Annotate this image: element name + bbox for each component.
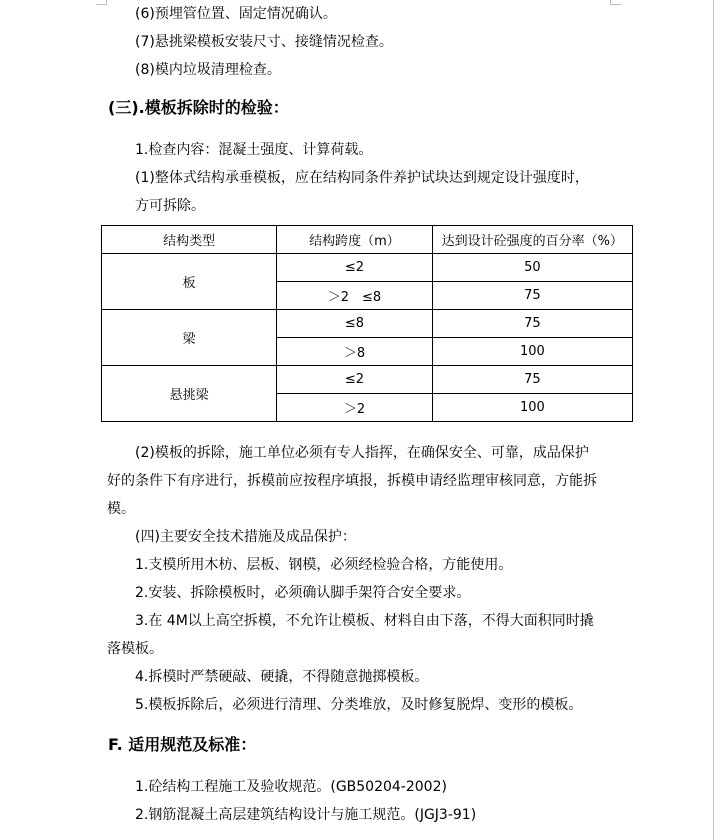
text-line: 好的条件下有序进行，拆模前应按程序填报，拆模申请经监理审核同意，方能拆 bbox=[107, 473, 597, 489]
percent-cell: 75 bbox=[432, 366, 632, 394]
text-line: 5.模板拆除后，必须进行清理、分类堆放，及时修复脱焊、变形的模板。 bbox=[135, 697, 583, 713]
percent-cell: 75 bbox=[432, 310, 632, 338]
percent-cell: 50 bbox=[432, 254, 632, 282]
text-line: 1.支模所用木枋、层板、钢模，必须经检验合格，方能使用。 bbox=[135, 557, 513, 573]
table-header: 结构跨度（m） bbox=[277, 226, 432, 254]
table-header: 结构类型 bbox=[102, 226, 277, 254]
text-line: 方可拆除。 bbox=[135, 198, 205, 214]
span-cell: ＞2 bbox=[277, 394, 432, 422]
table-header: 达到设计砼强度的百分率（%） bbox=[432, 226, 632, 254]
span-cell: ≤2 bbox=[277, 366, 432, 394]
subsection-heading: (四)主要安全技术措施及成品保护： bbox=[135, 529, 356, 545]
text-line: (8)模内垃圾清理检查。 bbox=[135, 62, 281, 78]
span-cell: ＞8 bbox=[277, 338, 432, 366]
text-line: (2)模板的拆除，施工单位必须有专人指挥，在确保安全、可靠，成品保护 bbox=[135, 445, 589, 461]
span-cell: ≤8 bbox=[277, 310, 432, 338]
percent-cell: 100 bbox=[432, 394, 632, 422]
table-row bbox=[102, 254, 633, 282]
section-heading: F. 适用规范及标准： bbox=[108, 735, 257, 754]
text-line: 2.安装、拆除模板时，必须确认脚手架符合安全要求。 bbox=[135, 585, 471, 601]
span-cell: ≤2 bbox=[277, 254, 432, 282]
text-line: 落模板。 bbox=[107, 641, 163, 657]
text-line: (1)整体式结构承垂模板，应在结构同条件养护试块达到规定设计强度时， bbox=[135, 170, 589, 186]
structure-type-cell: 梁 bbox=[102, 310, 277, 366]
percent-cell: 75 bbox=[432, 282, 632, 310]
strength-table bbox=[101, 225, 633, 422]
margin-corner-right bbox=[610, 0, 621, 5]
structure-type-cell: 板 bbox=[102, 254, 277, 310]
text-line: (6)预埋管位置、固定情况确认。 bbox=[135, 6, 337, 22]
table-row bbox=[102, 366, 633, 394]
structure-type-cell: 悬挑梁 bbox=[102, 366, 277, 422]
text-line: 模。 bbox=[107, 501, 135, 517]
text-line: (7)悬挑梁模板安装尺寸、接缝情况检查。 bbox=[135, 34, 393, 50]
text-line: 3.在 4M以上高空拆模，不允许让模板、材料自由下落，不得大面积同时撬 bbox=[135, 613, 594, 629]
text-line: 4.拆模时严禁硬敲、硬撬，不得随意抛掷模板。 bbox=[135, 669, 429, 685]
table-row bbox=[102, 310, 633, 338]
margin-corner-left bbox=[96, 0, 107, 5]
text-line: 1.检查内容：混凝土强度、计算荷载。 bbox=[135, 142, 373, 158]
section-heading: (三).模板拆除时的检验： bbox=[108, 98, 289, 117]
text-line: 2.钢筋混凝土高层建筑结构设计与施工规范。(JGJ3-91) bbox=[135, 807, 477, 823]
span-cell: ＞2 ≤8 bbox=[277, 282, 432, 310]
text-line: 1.砼结构工程施工及验收规范。(GB50204-2002) bbox=[135, 779, 447, 795]
page-edge bbox=[713, 0, 714, 840]
percent-cell: 100 bbox=[432, 338, 632, 366]
table-header-row bbox=[102, 226, 633, 254]
